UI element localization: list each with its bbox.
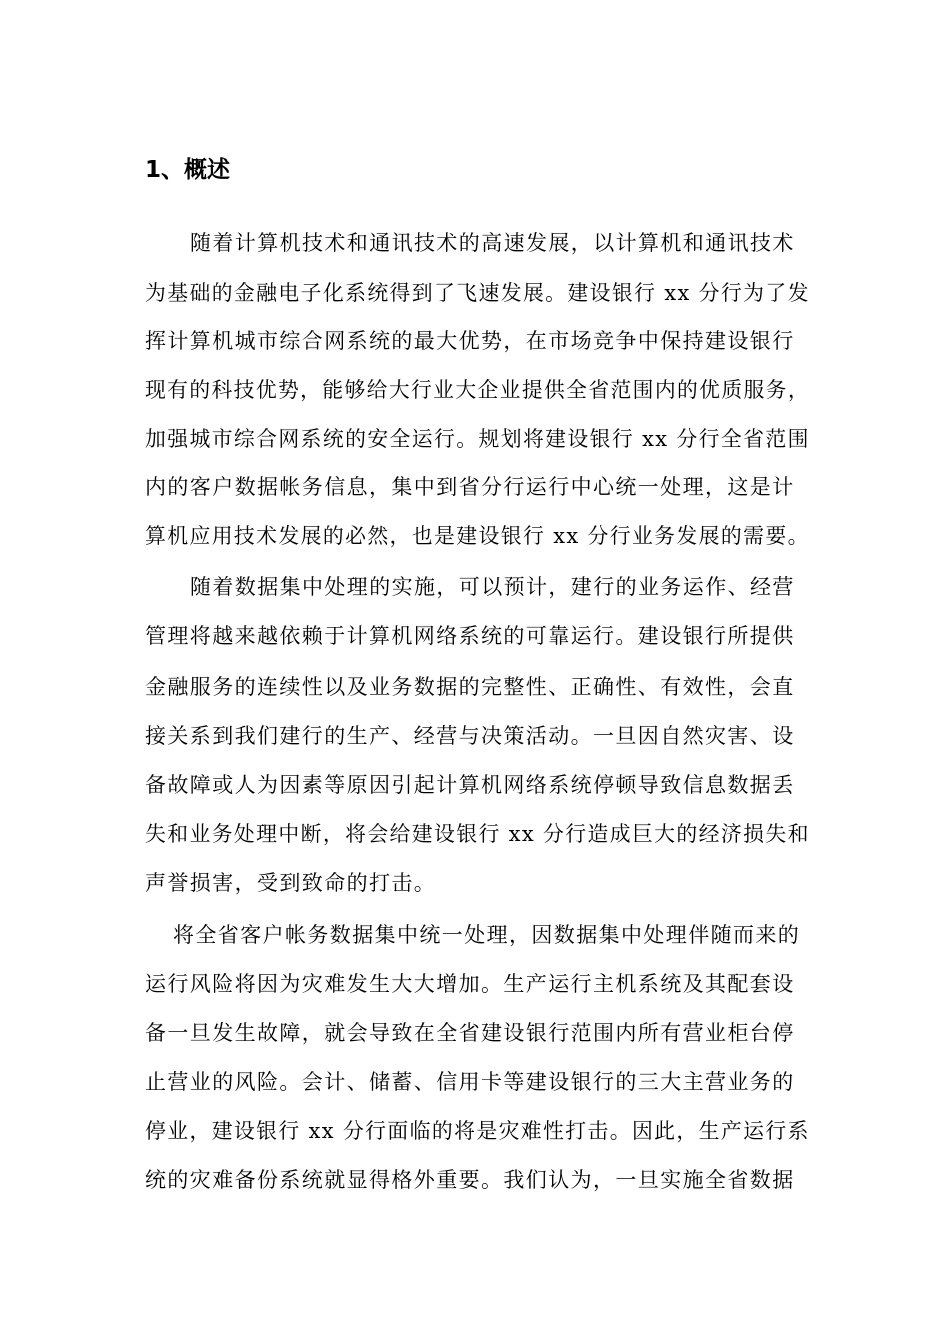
paragraph-1-line-3: 挥计算机城市综合网系统的最大优势，在市场竞争中保持建设银行 [145, 329, 795, 353]
paragraph-1-line-5: 加强城市综合网系统的安全运行。规划将建设银行 xx 分行全省范围 [145, 427, 810, 451]
paragraph-3-line-2: 运行风险将因为灾难发生大大增加。生产运行主机系统及其配套设 [145, 972, 795, 996]
paragraph-1-line-1: 随着计算机技术和通讯技术的高速发展，以计算机和通讯技术 [190, 231, 795, 255]
paragraph-3-line-3: 备一旦发生故障，就会导致在全省建设银行范围内所有营业柜台停 [145, 1021, 795, 1045]
paragraph-1-line-4: 现有的科技优势，能够给大行业大企业提供全省范围内的优质服务， [145, 378, 811, 402]
paragraph-2-line-5: 备故障或人为因素等原因引起计算机网络系统停顿导致信息数据丢 [145, 773, 795, 797]
section-heading: 1、概述 [145, 157, 231, 183]
paragraph-2-line-4: 接关系到我们建行的生产、经营与决策活动。一旦因自然灾害、设 [145, 724, 795, 748]
paragraph-1-line-2: 为基础的金融电子化系统得到了飞速发展。建设银行 xx 分行为了发 [145, 281, 810, 305]
paragraph-2-line-7: 声誉损害，受到致命的打击。 [145, 871, 437, 895]
paragraph-3-line-5: 停业，建设银行 xx 分行面临的将是灾难性打击。因此，生产运行系 [145, 1119, 810, 1143]
paragraph-3-line-4: 止营业的风险。会计、储蓄、信用卡等建设银行的三大主营业务的 [145, 1070, 795, 1094]
paragraph-1-line-6: 内的客户数据帐务信息，集中到省分行运行中心统一处理，这是计 [145, 475, 795, 499]
paragraph-2-line-1: 随着数据集中处理的实施，可以预计，建行的业务运作、经营 [190, 575, 795, 599]
paragraph-2-line-6: 失和业务处理中断，将会给建设银行 xx 分行造成巨大的经济损失和 [145, 822, 810, 846]
paragraph-3-line-6: 统的灾难备份系统就显得格外重要。我们认为，一旦实施全省数据 [145, 1168, 795, 1192]
paragraph-2-line-2: 管理将越来越依赖于计算机网络系统的可靠运行。建设银行所提供 [145, 624, 795, 648]
paragraph-1-line-7: 算机应用技术发展的必然，也是建设银行 xx 分行业务发展的需要。 [145, 524, 810, 548]
paragraph-2-line-3: 金融服务的连续性以及业务数据的完整性、正确性、有效性，会直 [145, 675, 795, 699]
paragraph-3-line-1: 将全省客户帐务数据集中统一处理，因数据集中处理伴随而来的 [173, 923, 801, 947]
